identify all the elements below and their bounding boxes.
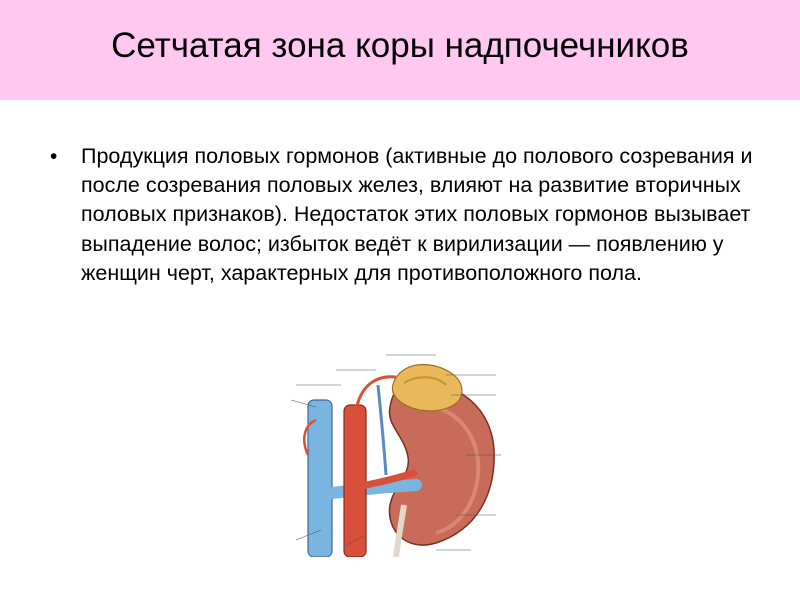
- adrenal-kidney-anatomy-icon: [286, 345, 506, 557]
- slide-title: Сетчатая зона коры надпочечников: [111, 26, 689, 65]
- bullet-icon: •: [50, 145, 58, 168]
- title-bar: [0, 0, 800, 100]
- bullet-text: Продукция половых гормонов (активные до полового созревания и после созревания половых желез, влияют на развитие вторичных половых признаков). Недостаток этих половых гормонов вызывает выпадение волос; избыток ведёт к вирилизации — появлению у женщин черт, характерных для противоположного пола.: [81, 144, 753, 285]
- bullet-item: [50, 142, 760, 288]
- adrenal-anatomy-figure: [286, 345, 506, 557]
- bullet-list: [50, 142, 760, 288]
